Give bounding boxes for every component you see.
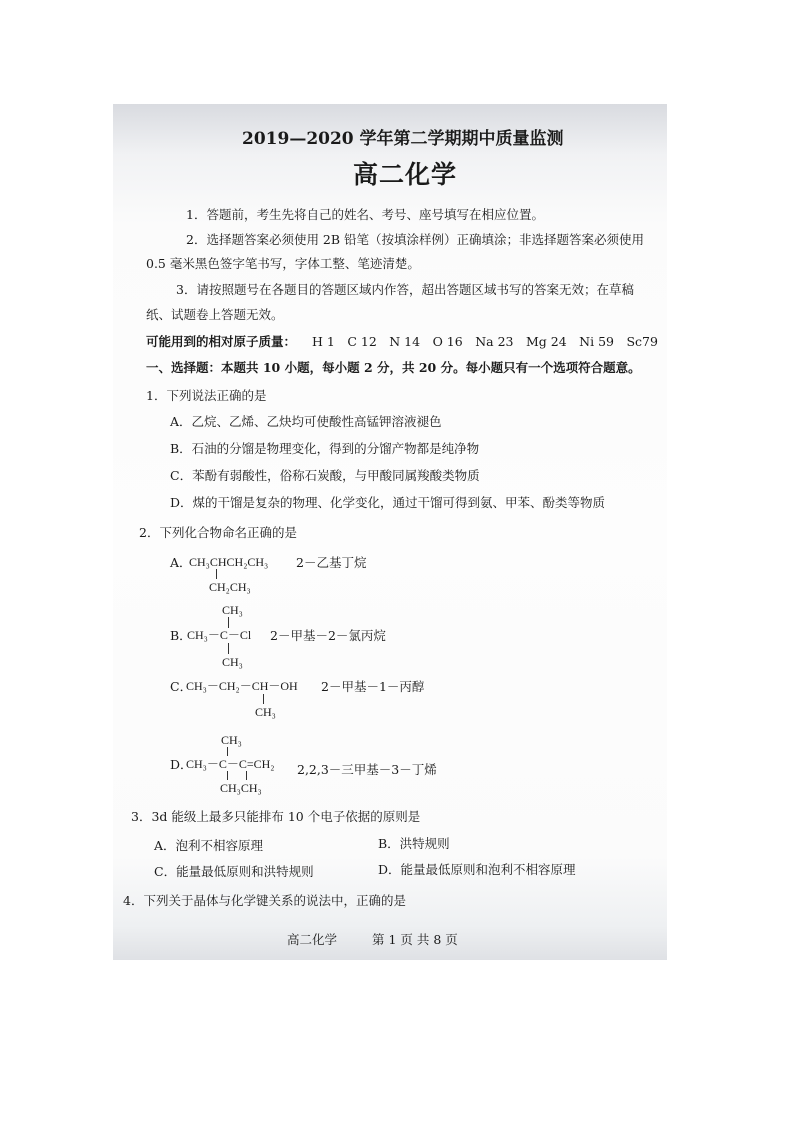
q2-c-bond xyxy=(263,694,264,704)
q2-a-formula-main: CH₃CHCH₂CH₃ xyxy=(189,555,269,569)
q4-stem: 4．下列关于晶体与化学键关系的说法中，正确的是 xyxy=(123,893,406,908)
q3-option-b: B．洪特规则 xyxy=(378,836,450,851)
footer-page-number: 第 1 页 共 8 页 xyxy=(372,932,458,947)
q2-d-bond-bottom-1 xyxy=(227,771,228,780)
q2-b-formula-main: CH₃－C－Cl xyxy=(187,628,252,642)
q2-stem: 2．下列化合物命名正确的是 xyxy=(139,525,297,540)
section-heading: 一、选择题：本题共 10 小题，每小题 2 分，共 20 分。每小题只有一个选项符合题意。 xyxy=(146,360,641,375)
instruction-1: 1．答题前，考生先将自己的姓名、考号、座号填写在相应位置。 xyxy=(186,207,544,222)
q1-option-c: C．苯酚有弱酸性，俗称石炭酸，与甲酸同属羧酸类物质 xyxy=(170,468,480,483)
instruction-2-line1: 2．选择题答案必须使用 2B 铅笔（按填涂样例）正确填涂；非选择题答案必须使用 xyxy=(186,232,645,247)
exam-title: 2019—2020 学年第二学期期中质量监测 xyxy=(242,129,564,149)
q1-option-d: D．煤的干馏是复杂的物理、化学变化，通过干馏可得到氨、甲苯、酚类等物质 xyxy=(170,495,606,510)
q3-option-c: C．能量最低原则和洪特规则 xyxy=(154,864,314,879)
q2-d-formula-bottom: CH₃CH₃ xyxy=(220,781,262,795)
q1-option-a: A．乙烷、乙烯、乙炔均可使酸性高锰钾溶液褪色 xyxy=(170,414,442,429)
q2-d-bond-bottom-2 xyxy=(246,771,247,780)
instruction-3-line2: 纸、试题卷上答题无效。 xyxy=(146,307,284,322)
atomic-mass-values: H 1 C 12 N 14 O 16 Na 23 Mg 24 Ni 59 Sc79 xyxy=(312,334,658,349)
q2-b-formula-bottom: CH₃ xyxy=(222,655,243,669)
q2-a-bond xyxy=(216,569,217,579)
q2-d-label: D． xyxy=(170,757,193,772)
instruction-3-line1: 3．请按照题号在各题目的答题区域内作答，超出答题区域书写的答案无效；在草稿 xyxy=(176,282,634,297)
q2-a-label: A． xyxy=(170,555,192,570)
instruction-2-line2: 0.5 毫米黑色签字笔书写，字体工整、笔迹清楚。 xyxy=(146,256,420,271)
q2-d-bond-top xyxy=(227,747,228,756)
q2-c-formula-main: CH₃－CH₂－CH－OH xyxy=(186,679,298,693)
q2-a-formula-branch: CH₂CH₃ xyxy=(209,580,251,594)
q2-c-formula-bottom: CH₃ xyxy=(255,705,276,719)
q1-stem: 1．下列说法正确的是 xyxy=(146,388,267,403)
q2-d-formula-top: CH₃ xyxy=(221,733,242,747)
q2-d-name: 2,2,3－三甲基－3－丁烯 xyxy=(297,762,437,777)
atomic-mass-label: 可能用到的相对原子质量： xyxy=(146,334,297,349)
q2-d-formula-main: CH₃－C－C=CH₂ xyxy=(186,757,275,771)
q2-c-name: 2－甲基－1－丙醇 xyxy=(321,679,425,694)
q1-option-b: B．石油的分馏是物理变化，得到的分馏产物都是纯净物 xyxy=(170,441,480,456)
q3-option-d: D．能量最低原则和泡利不相容原理 xyxy=(378,862,576,877)
q2-c-label: C． xyxy=(170,679,193,694)
q2-b-bond-bottom xyxy=(228,643,229,654)
q3-option-a: A．泡利不相容原理 xyxy=(154,838,264,853)
q2-a-name: 2－乙基丁烷 xyxy=(296,555,367,570)
q2-b-formula-top: CH₃ xyxy=(222,603,243,617)
q2-b-label: B． xyxy=(170,628,192,643)
subject-title: 高二化学 xyxy=(353,160,458,189)
q2-b-bond-top xyxy=(228,617,229,628)
q3-stem: 3．3d 能级上最多只能排布 10 个电子依据的原则是 xyxy=(131,809,421,824)
q2-b-name: 2－甲基－2－氯丙烷 xyxy=(270,628,386,643)
footer-subject: 高二化学 xyxy=(287,932,338,947)
